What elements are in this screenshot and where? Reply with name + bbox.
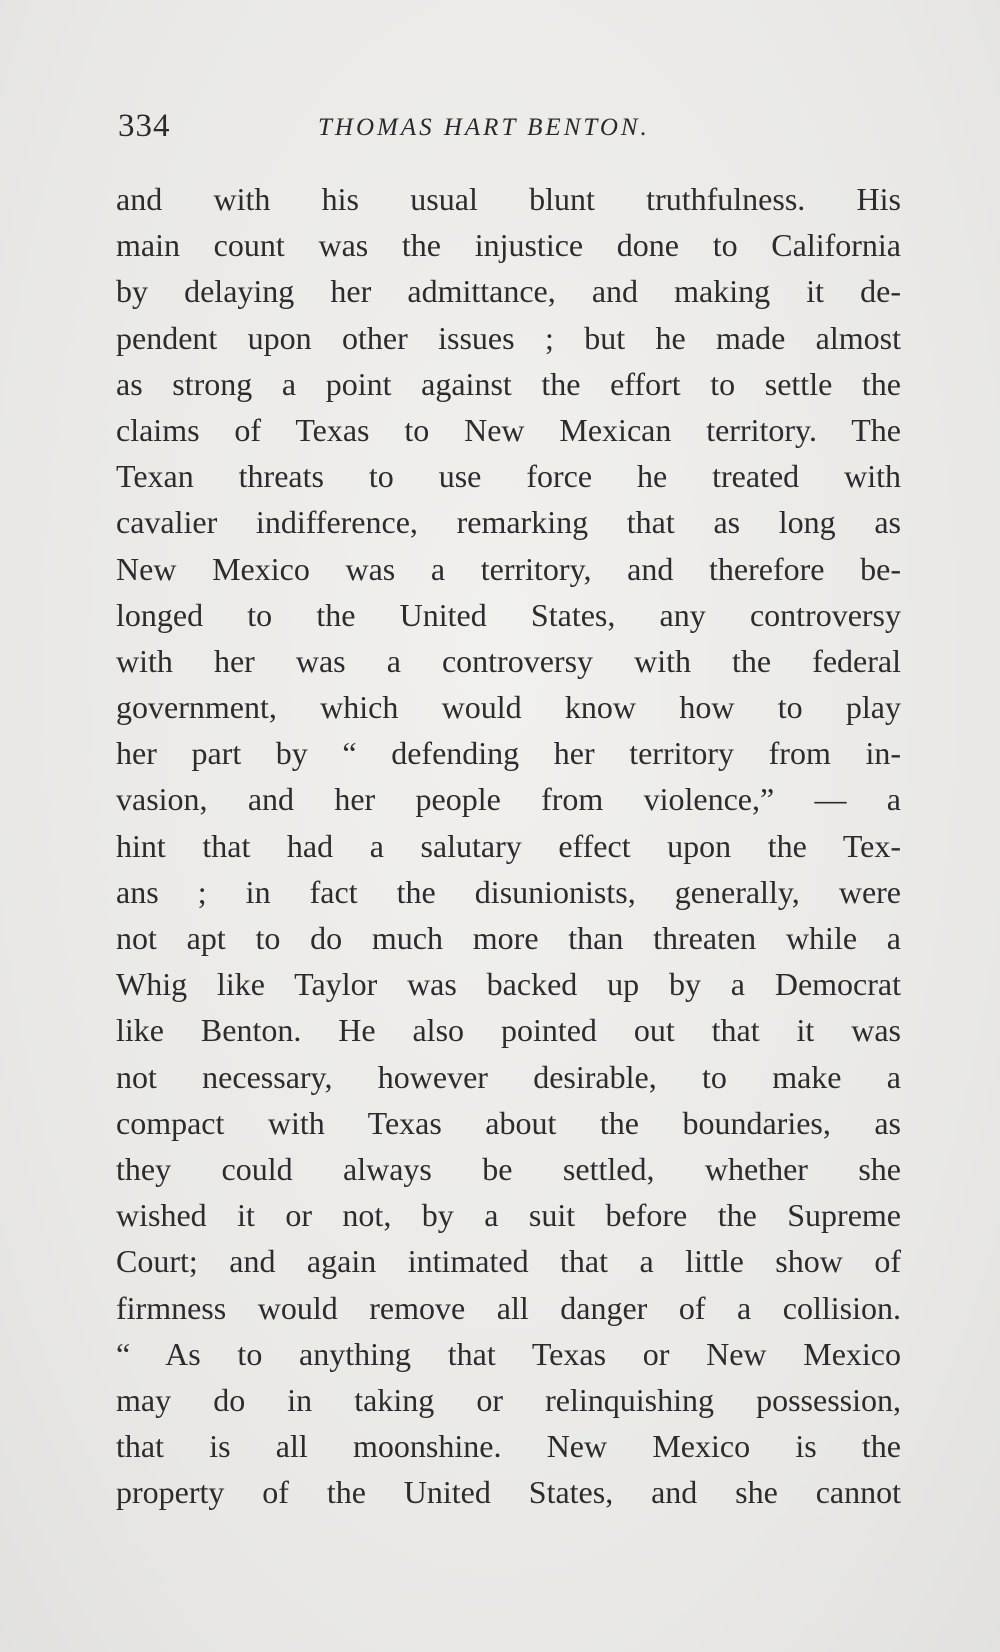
page-number: 334: [118, 108, 171, 144]
text-line: hint that had a salutary effect upon the Tex-: [116, 827, 901, 864]
text-line: they could always be settled, whether she: [116, 1150, 901, 1187]
text-line: property of the United States, and she cannot: [116, 1474, 901, 1511]
text-line: that is all moonshine. New Mexico is the: [116, 1428, 901, 1465]
text-line: by delaying her admittance, and making it de-: [116, 273, 901, 310]
text-line: not apt to do much more than threaten while a: [116, 920, 901, 956]
text-line: like Benton. He also pointed out that it was: [116, 1012, 901, 1049]
text-line: main count was the injustice done to California: [116, 227, 901, 264]
text-line: may do in taking or relinquishing possession,: [116, 1381, 901, 1418]
page-header: [118, 108, 900, 158]
text-line: her part by “ defending her territory from in-: [116, 735, 901, 772]
body-text: [116, 176, 901, 1515]
text-line: and with his usual blunt truthfulness. His: [116, 181, 901, 217]
text-line: as strong a point against the effort to settle the: [116, 365, 901, 402]
text-line: cavalier indifference, remarking that as long as: [116, 504, 901, 541]
text-line: firmness would remove all danger of a collision.: [116, 1289, 901, 1326]
text-line: wished it or not, by a suit before the Supreme: [116, 1197, 901, 1234]
text-line: ans ; in fact the disunionists, generally, were: [116, 873, 901, 910]
text-line: vasion, and her people from violence,” — a: [116, 781, 901, 818]
text-line: Court; and again intimated that a little show of: [116, 1243, 901, 1280]
text-line: compact with Texas about the boundaries, as: [116, 1104, 901, 1141]
text-line: with her was a controversy with the federal: [116, 642, 901, 679]
text-line: not necessary, however desirable, to make a: [116, 1058, 901, 1095]
text-line: pendent upon other issues ; but he made almost: [116, 319, 901, 356]
text-line: Whig like Taylor was backed up by a Democrat: [116, 966, 901, 1003]
text-line: New Mexico was a territory, and therefore be-: [116, 550, 901, 587]
text-line: longed to the United States, any controversy: [116, 596, 901, 633]
text-line: government, which would know how to play: [116, 689, 901, 726]
text-line: claims of Texas to New Mexican territory. The: [116, 411, 901, 448]
text-line: “ As to anything that Texas or New Mexico: [116, 1335, 901, 1372]
text-line: Texan threats to use force he treated with: [116, 458, 901, 495]
running-head: THOMAS HART BENTON.: [318, 114, 650, 141]
